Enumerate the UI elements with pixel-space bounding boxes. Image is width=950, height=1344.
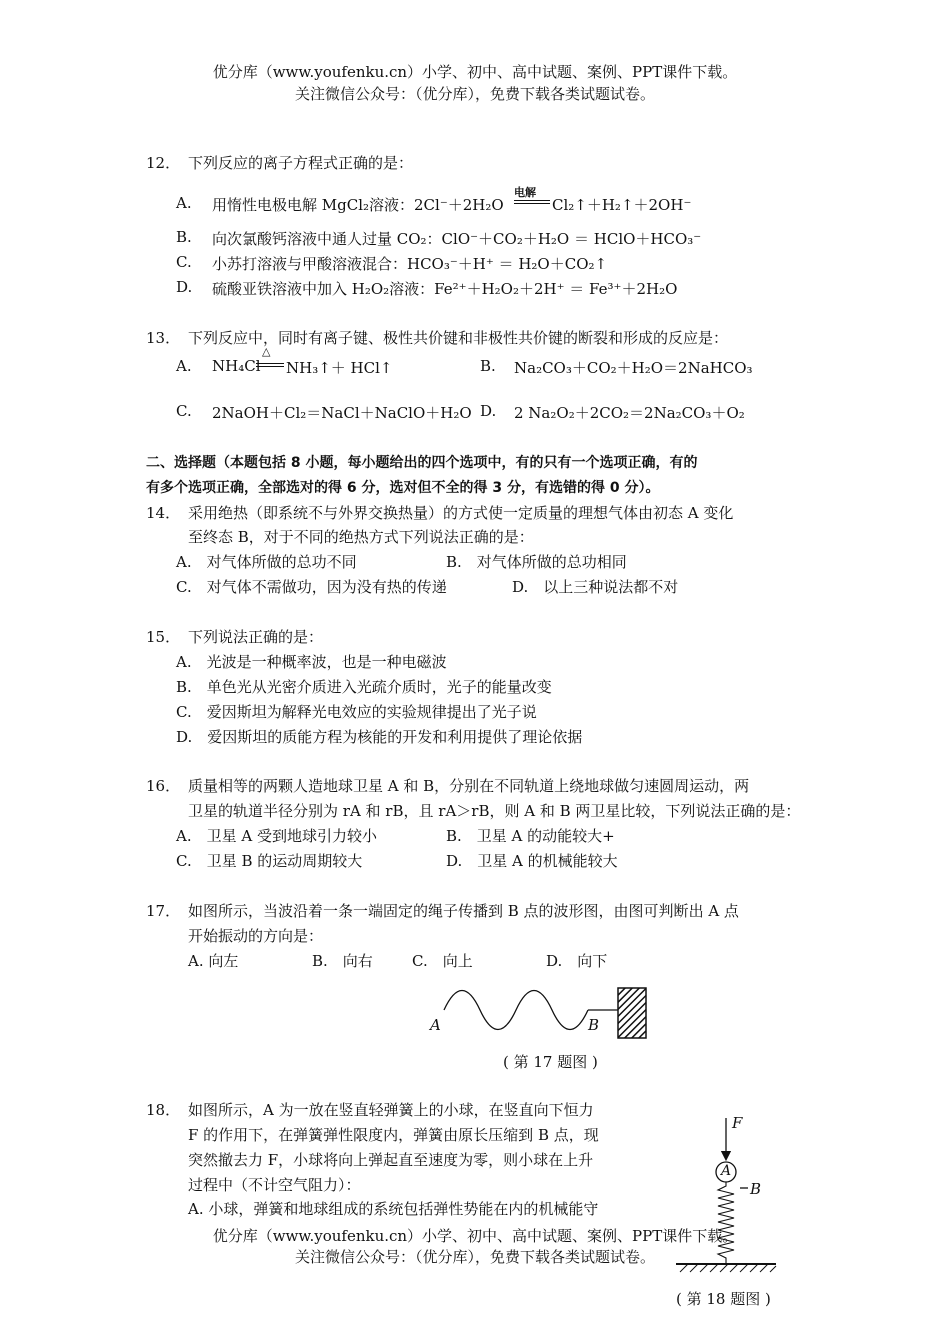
q14-line-1: 采用绝热（即系统不与外界交换热量）的方式使一定质量的理想气体由初态 A 变化 xyxy=(188,504,734,522)
q16-option-c: C. 卫星 B 的运动周期较大 xyxy=(176,852,363,870)
q13-heat-condition: △ xyxy=(262,345,271,358)
q18-line-2: F 的作用下，在弹簧弹性限度内，弹簧由原长压缩到 B 点，现 xyxy=(188,1126,599,1144)
q15-option-d: D. 爱因斯坦的质能方程为核能的开发和利用提供了理论依据 xyxy=(176,728,583,746)
q18-label-a: A xyxy=(721,1163,732,1179)
q14-option-d: D. 以上三种说法都不对 xyxy=(512,578,679,596)
wave-curve xyxy=(444,991,588,1030)
footer-line-2: 关注微信公众号：（优分库），免费下载各类试题试卷。 xyxy=(294,1248,655,1266)
q18-line-1: 如图所示，A 为一放在竖直轻弹簧上的小球，在竖直向下恒力 xyxy=(188,1101,594,1119)
q13-option-d-text: 2 Na₂O₂＋2CO₂＝2Na₂CO₃＋O₂ xyxy=(514,404,745,422)
q13-option-b-text: Na₂CO₃＋CO₂＋H₂O＝2NaHCO₃ xyxy=(514,359,753,377)
q12-option-a-text: 用惰性电极电解 MgCl₂溶液：2Cl⁻＋2H₂O xyxy=(212,196,504,214)
fixed-wall xyxy=(618,988,646,1038)
q13-option-a-right: NH₃↑＋ HCl↑ xyxy=(286,359,393,377)
q16-number: 16． xyxy=(146,777,181,795)
q17-option-a: A. 向左 xyxy=(188,952,239,970)
q14-option-b: B. 对气体所做的总功相同 xyxy=(446,553,627,571)
q12-option-a-products: Cl₂↑＋H₂↑＋2OH⁻ xyxy=(552,196,692,214)
section-2-line-2: 有多个选项正确，全部选对的得 6 分，选对但不全的得 3 分，有选错的得 0 分）。 xyxy=(146,480,660,496)
q13-option-a-left: NH₄Cl xyxy=(212,357,261,375)
q12-number: 12． xyxy=(146,154,181,172)
q13-equals-sign xyxy=(256,363,284,367)
q12-option-a-label: A. xyxy=(176,194,192,212)
q17-wave-figure xyxy=(420,980,660,1040)
q16-option-b: B. 卫星 A 的动能较大+ xyxy=(446,827,615,845)
q18-line-4: 过程中（不计空气阻力）： xyxy=(188,1176,361,1194)
q17-label-a: A xyxy=(430,1016,441,1034)
q15-stem: 下列说法正确的是： xyxy=(188,628,324,646)
header-line-1: 优分库（www.youfenku.cn）小学、初中、高中试题、案例、PPT课件下载。 xyxy=(212,63,738,81)
q14-option-c: C. 对气体不需做功，因为没有热的传递 xyxy=(176,578,447,596)
q18-line-3: 突然撤去力 F，小球将向上弹起直至速度为零，则小球在上升 xyxy=(188,1151,594,1169)
q17-number: 17． xyxy=(146,902,181,920)
q13-option-b-label: B. xyxy=(480,357,496,375)
footer-line-1: 优分库（www.youfenku.cn）小学、初中、高中试题、案例、PPT课件下载。 xyxy=(212,1227,738,1245)
q16-line-1: 质量相等的两颗人造地球卫星 A 和 B，分别在不同轨道上绕地球做匀速圆周运动，两 xyxy=(188,777,750,795)
q18-label-f: F xyxy=(732,1114,743,1132)
q14-line-2: 至终态 B，对于不同的绝热方式下列说法正确的是： xyxy=(188,528,534,546)
q12-option-b-label: B. xyxy=(176,228,192,246)
q16-line-2: 卫星的轨道半径分别为 rA 和 rB，且 rA＞rB，则 A 和 B 两卫星比较，下列说法正确的是： xyxy=(188,802,801,820)
q12-option-b-text: 向次氯酸钙溶液中通人过量 CO₂：ClO⁻＋CO₂＋H₂O ＝ HClO＋HCO₃⁻ xyxy=(212,230,702,248)
q18-option-a: A. 小球，弹簧和地球组成的系统包括弹性势能在内的机械能守 xyxy=(188,1200,599,1218)
q12-option-d-label: D. xyxy=(176,278,193,296)
q18-label-b: B xyxy=(750,1180,762,1198)
q15-option-a: A. 光波是一种概率波，也是一种电磁波 xyxy=(176,653,447,671)
q13-number: 13． xyxy=(146,329,181,347)
q12-option-d-text: 硫酸亚铁溶液中加入 H₂O₂溶液：Fe²⁺＋H₂O₂＋2H⁺ ＝ Fe³⁺＋2H₂O xyxy=(212,280,678,298)
q12-stem: 下列反应的离子方程式正确的是： xyxy=(188,154,414,172)
q13-stem: 下列反应中，同时有离子键、极性共价键和非极性共价键的断裂和形成的反应是： xyxy=(188,329,729,347)
q15-option-b: B. 单色光从光密介质进入光疏介质时，光子的能量改变 xyxy=(176,678,552,696)
header-line-2: 关注微信公众号：（优分库），免费下载各类试题试卷。 xyxy=(294,85,655,103)
q17-label-b: B xyxy=(588,1016,600,1034)
q13-option-d-label: D. xyxy=(480,402,497,420)
q17-option-d: D. 向下 xyxy=(546,952,608,970)
q17-option-c: C. 向上 xyxy=(412,952,473,970)
q15-option-c: C. 爱因斯坦为解释光电效应的实验规律提出了光子说 xyxy=(176,703,537,721)
q15-number: 15． xyxy=(146,628,181,646)
q13-option-c-label: C. xyxy=(176,402,192,420)
q13-option-c-text: 2NaOH＋Cl₂＝NaCl＋NaClO＋H₂O xyxy=(212,404,472,422)
q13-option-a-label: A. xyxy=(176,357,192,375)
q17-caption: ( 第 17 题图 ) xyxy=(503,1053,598,1071)
q18-number: 18． xyxy=(146,1101,181,1119)
q12-option-c-text: 小苏打溶液与甲酸溶液混合：HCO₃⁻＋H⁺ ＝ H₂O＋CO₂↑ xyxy=(212,255,608,273)
q17-option-b: B. 向右 xyxy=(312,952,373,970)
q16-option-d: D. 卫星 A 的机械能较大 xyxy=(446,852,618,870)
q17-line-1: 如图所示，当波沿着一条一端固定的绳子传播到 B 点的波形图，由图可判断出 A 点 xyxy=(188,902,739,920)
section-2-line-1: 二、选择题（本题包括 8 小题，每小题给出的四个选项中，有的只有一个选项正确，有的 xyxy=(146,455,698,471)
q14-option-a: A. 对气体所做的总功不同 xyxy=(176,553,357,571)
q17-line-2: 开始振动的方向是： xyxy=(188,927,324,945)
q12-option-c-label: C. xyxy=(176,253,192,271)
q14-number: 14． xyxy=(146,504,181,522)
q12-equals-sign xyxy=(514,200,550,204)
q12-electrolysis-condition: 电解 xyxy=(514,186,536,199)
q18-caption: ( 第 18 题图 ) xyxy=(676,1290,771,1308)
q16-option-a: A. 卫星 A 受到地球引力较小 xyxy=(176,827,377,845)
